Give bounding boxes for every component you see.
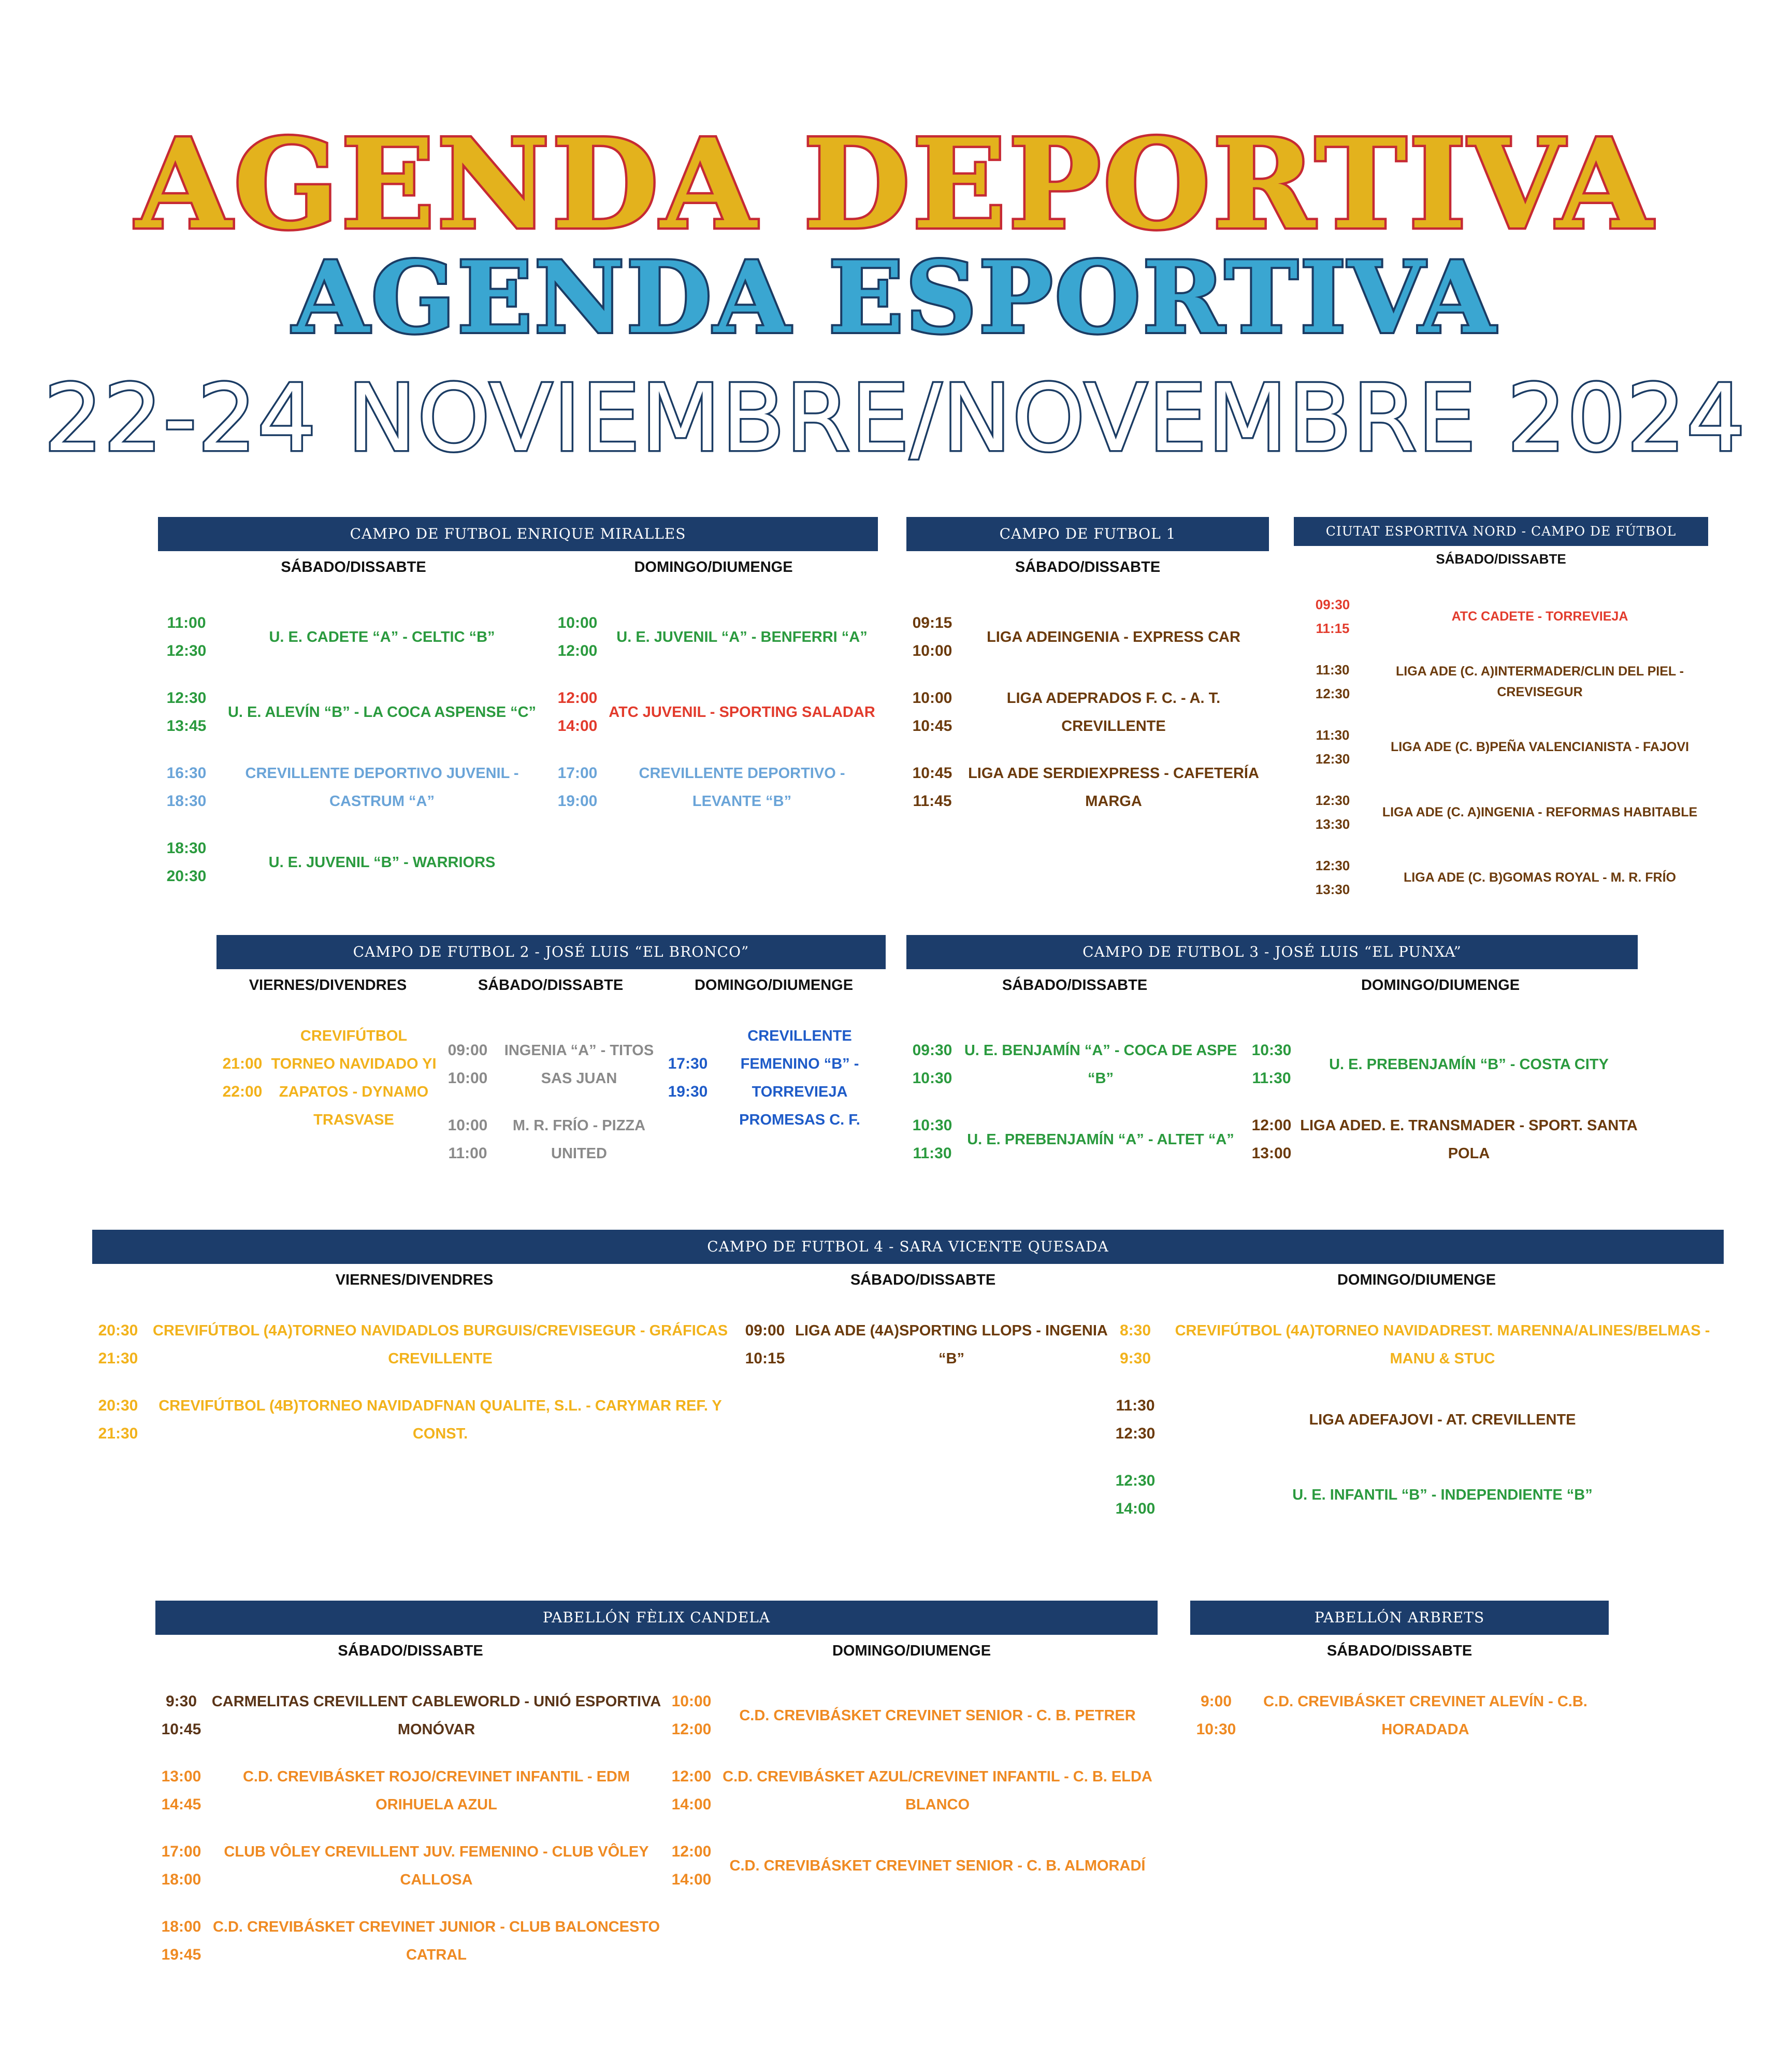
start-time: 11:30 [1316, 662, 1350, 678]
start-time: 18:30 [166, 840, 207, 857]
end-time: 18:00 [161, 1871, 201, 1888]
event [439, 1112, 662, 1168]
end-time: 11:45 [913, 793, 952, 810]
match-name: C.D. CREVIBÁSKET CREVINET JUNIOR - CLUB BALONCESTO CATRAL [212, 1919, 660, 1963]
event [666, 1763, 1158, 1819]
subtitle-valencian: AGENDA ESPORTIVA [293, 240, 1497, 355]
start-time: 09:00 [447, 1042, 488, 1059]
day-header: DOMINGO/DIUMENGE [1337, 1271, 1496, 1288]
event [158, 759, 549, 815]
end-time: 11:15 [1316, 621, 1350, 636]
match-name: U. E. JUVENIL “A” - BENFERRI “A” [616, 629, 868, 645]
event [92, 1392, 737, 1448]
match-name: U. E. BENJAMÍN “A” - COCA DE ASPE “B” [964, 1042, 1237, 1087]
match-name: CREVILLENTE FEMENINO “B” - TORREVIEJA PROMESAS C. F. [739, 1028, 860, 1128]
venue-candela [155, 1601, 1158, 1998]
end-time: 19:30 [668, 1083, 708, 1100]
day-header: SÁBADO/DISSABTE [850, 1271, 996, 1288]
start-time: 17:00 [161, 1843, 201, 1860]
start-time: 17:00 [557, 765, 598, 782]
event [666, 1838, 1158, 1894]
start-time: 8:30 [1119, 1322, 1151, 1339]
venue-title: CAMPO DE FUTBOL 3 - JOSÉ LUIS “EL PUNXA” [906, 935, 1638, 969]
end-time: 13:30 [1315, 816, 1350, 832]
match-name: LIGA ADE SERDIEXPRESS - CAFETERÍA MARGA [968, 765, 1259, 810]
match-name: LIGA ADE (C. B)GOMAS ROYAL - M. R. FRÍO [1404, 870, 1676, 885]
venue-title: CAMPO DE FUTBOL ENRIQUE MIRALLES [158, 517, 878, 551]
start-time: 20:30 [98, 1397, 138, 1414]
end-time: 14:45 [161, 1796, 201, 1813]
event [155, 1763, 666, 1819]
match-name: U. E. JUVENIL “B” - WARRIORS [268, 854, 496, 871]
start-time: 10:00 [447, 1117, 488, 1134]
match-name: CREVIFÚTBOL (4B)TORNEO NAVIDADFNAN QUALITE, S.L. - CARYMAR REF. Y CONST. [158, 1398, 722, 1442]
match-name: LIGA ADEINGENIA - EXPRESS CAR [987, 629, 1240, 645]
match-name: CREVILLENTE DEPORTIVO JUVENIL - CASTRUM “A” [245, 765, 519, 810]
match-name: U. E. CADETE “A” - CELTIC “B” [269, 629, 495, 645]
match-name: LIGA ADED. E. TRANSMADER - SPORT. SANTA POLA [1300, 1117, 1638, 1162]
event [906, 759, 1269, 815]
venue-title: CAMPO DE FUTBOL 1 [906, 517, 1269, 551]
day-header: DOMINGO/DIUMENGE [1361, 976, 1520, 994]
start-time: 12:30 [1315, 858, 1350, 873]
start-time: 21:00 [222, 1055, 263, 1072]
end-time: 13:30 [1315, 882, 1350, 897]
start-time: 11:30 [1116, 1397, 1155, 1414]
match-name: M. R. FRÍO - PIZZA UNITED [512, 1117, 646, 1162]
venue-miralles [158, 517, 878, 894]
match-name: C.D. CREVIBÁSKET CREVINET ALEVÍN - C.B. HORADADA [1263, 1693, 1587, 1738]
end-time: 9:30 [1119, 1350, 1151, 1367]
date-range: 22-24 NOVIEMBRE/NOVEMBRE 2024 [44, 365, 1746, 472]
venue-ciutat-nord [1294, 517, 1708, 903]
event [1109, 1467, 1724, 1523]
venue-title: CAMPO DE FUTBOL 2 - JOSÉ LUIS “EL BRONCO” [216, 935, 886, 969]
venue-campo4 [92, 1230, 1724, 1555]
match-name: LIGA ADE (C. A)INTERMADER/CLIN DEL PIEL - CREVISEGUR [1395, 664, 1684, 699]
end-time: 12:30 [1315, 751, 1350, 767]
day-header: SÁBADO/DISSABTE [1436, 551, 1566, 567]
day-header: VIERNES/DIVENDRES [335, 1271, 494, 1288]
start-time: 9:30 [165, 1693, 197, 1710]
event [155, 1838, 666, 1894]
end-time: 12:00 [671, 1721, 712, 1738]
match-name: C.D. CREVIBÁSKET CREVINET SENIOR - C. B. PETRER [739, 1707, 1136, 1724]
end-time: 22:00 [222, 1083, 263, 1100]
event [1294, 854, 1708, 901]
match-name: LIGA ADE (C. A)INGENIA - REFORMAS HABITABLE [1382, 805, 1698, 819]
venue-title: PABELLÓN ARBRETS [1190, 1601, 1609, 1635]
venue-title: PABELLÓN FÈLIX CANDELA [155, 1601, 1158, 1635]
day-header: DOMINGO/DIUMENGE [634, 558, 793, 575]
end-time: 19:45 [161, 1946, 201, 1963]
venue-title: CAMPO DE FUTBOL 4 - SARA VICENTE QUESADA [92, 1230, 1724, 1264]
match-name: U. E. ALEVÍN “B” - LA COCA ASPENSE “C” [227, 704, 537, 721]
match-name: ATC CADETE - TORREVIEJA [1451, 609, 1628, 624]
start-time: 18:00 [161, 1918, 201, 1935]
venue-arbrets [1190, 1601, 1609, 1771]
start-time: 12:30 [166, 689, 207, 707]
event [662, 1022, 886, 1134]
match-name: LIGA ADEFAJOVI - AT. CREVILLENTE [1309, 1412, 1576, 1428]
end-time: 21:30 [98, 1350, 138, 1367]
match-name: ATC JUVENIL - SPORTING SALADAR [609, 704, 875, 721]
event [1294, 593, 1708, 640]
event [158, 684, 549, 740]
start-time: 10:00 [557, 614, 598, 631]
start-time: 12:00 [671, 1768, 712, 1785]
end-time: 18:30 [166, 793, 207, 810]
event [1109, 1392, 1724, 1448]
day-header: SÁBADO/DISSABTE [478, 976, 624, 994]
match-name: U. E. PREBENJAMÍN “B” - COSTA CITY [1329, 1056, 1609, 1073]
match-name: C.D. CREVIBÁSKET ROJO/CREVINET INFANTIL - EDM ORIHUELA AZUL [242, 1768, 630, 1813]
event [155, 1688, 666, 1744]
event [1190, 1688, 1609, 1744]
end-time: 11:30 [913, 1145, 952, 1162]
event [1294, 658, 1708, 706]
start-time: 10:45 [912, 765, 952, 782]
event [155, 1913, 666, 1969]
start-time: 12:00 [671, 1843, 712, 1860]
event [549, 759, 878, 815]
event [549, 684, 878, 740]
day-header: SÁBADO/DISSABTE [1002, 976, 1148, 994]
match-name: INGENIA “A” - TITOS SAS JUAN [504, 1042, 654, 1087]
end-time: 12:00 [557, 642, 598, 659]
venue-campo1 [906, 517, 1269, 816]
end-time: 10:00 [447, 1070, 488, 1087]
start-time: 12:00 [557, 689, 598, 707]
end-time: 11:30 [1252, 1070, 1291, 1087]
day-header: SÁBADO/DISSABTE [281, 558, 426, 575]
event [1294, 723, 1708, 771]
end-time: 14:00 [1115, 1500, 1156, 1517]
day-header: SÁBADO/DISSABTE [1015, 558, 1161, 575]
event [1294, 788, 1708, 836]
start-time: 20:30 [98, 1322, 138, 1339]
start-time: 09:00 [745, 1322, 785, 1339]
end-time: 13:45 [166, 717, 207, 735]
start-time: 9:00 [1200, 1693, 1232, 1710]
end-time: 10:45 [161, 1721, 201, 1738]
match-name: CREVIFÚTBOL (4A)TORNEO NAVIDADLOS BURGUIS/CREVISEGUR - GRÁFICAS CREVILLENTE [152, 1322, 728, 1367]
event [1243, 1112, 1638, 1168]
start-time: 09:15 [912, 614, 952, 631]
end-time: 12:30 [1315, 686, 1350, 701]
end-time: 10:45 [912, 717, 952, 735]
end-time: 14:00 [671, 1871, 712, 1888]
match-name: LIGA ADE (4A)SPORTING LLOPS - INGENIA “B” [795, 1322, 1108, 1367]
match-name: LIGA ADEPRADOS F. C. - A. T. CREVILLENTE [1006, 690, 1221, 735]
event [906, 684, 1269, 740]
main-title: AGENDA DEPORTIVA [136, 112, 1654, 257]
match-name: U. E. PREBENJAMÍN “A” - ALTET “A” [967, 1131, 1234, 1148]
event [737, 1317, 1109, 1373]
event [439, 1037, 662, 1092]
start-time: 12:30 [1115, 1472, 1156, 1489]
end-time: 14:00 [671, 1796, 712, 1813]
day-header: SÁBADO/DISSABTE [338, 1642, 483, 1659]
match-name: U. E. INFANTIL “B” - INDEPENDIENTE “B” [1292, 1487, 1593, 1503]
event [1243, 1037, 1638, 1092]
start-time: 10:30 [1251, 1042, 1292, 1059]
end-time: 12:30 [166, 642, 207, 659]
start-time: 10:30 [912, 1117, 952, 1134]
event [158, 834, 549, 890]
event [906, 1112, 1243, 1168]
event [158, 609, 549, 665]
start-time: 13:00 [161, 1768, 201, 1785]
match-name: CREVIFÚTBOL (4A)TORNEO NAVIDADREST. MARENNA/ALINES/BELMAS - MANU & STUC [1175, 1322, 1710, 1367]
match-name: C.D. CREVIBÁSKET CREVINET SENIOR - C. B. ALMORADÍ [729, 1858, 1146, 1874]
event [92, 1317, 737, 1373]
day-header: DOMINGO/DIUMENGE [832, 1642, 991, 1659]
match-name: CARMELITAS CREVILLENT CABLEWORLD - UNIÓ ESPORTIVA MONÓVAR [211, 1693, 661, 1738]
event [1109, 1317, 1724, 1373]
day-header: VIERNES/DIVENDRES [249, 976, 407, 994]
end-time: 20:30 [166, 868, 207, 885]
event [906, 609, 1269, 665]
start-time: 10:00 [912, 689, 952, 707]
venue-campo2 [216, 935, 886, 1208]
end-time: 11:00 [448, 1145, 487, 1162]
event [549, 609, 878, 665]
event [666, 1688, 1158, 1744]
start-time: 09:30 [1315, 597, 1350, 612]
end-time: 10:15 [745, 1350, 785, 1367]
match-name: C.D. CREVIBÁSKET AZUL/CREVINET INFANTIL - C. B. ELDA BLANCO [723, 1768, 1152, 1813]
venue-campo3 [906, 935, 1638, 1167]
end-time: 13:00 [1251, 1145, 1292, 1162]
venue-title: CIUTAT ESPORTIVA NORD - CAMPO DE FÚTBOL [1294, 517, 1708, 546]
start-time: 11:30 [1316, 727, 1350, 743]
start-time: 12:00 [1251, 1117, 1292, 1134]
end-time: 10:30 [1196, 1721, 1236, 1738]
event [906, 1037, 1243, 1092]
start-time: 12:30 [1315, 793, 1350, 808]
start-time: 11:00 [167, 614, 206, 631]
match-name: CREVILLENTE DEPORTIVO - LEVANTE “B” [639, 765, 845, 810]
match-name: CLUB VÔLEY CREVILLENT JUV. FEMENINO - CLUB VÔLEY CALLOSA [224, 1844, 649, 1888]
end-time: 19:00 [557, 793, 598, 810]
match-name: CREVIFÚTBOL TORNEO NAVIDADO YI ZAPATOS - DYNAMO TRASVASE [271, 1028, 437, 1128]
match-name: LIGA ADE (C. B)PEÑA VALENCIANISTA - FAJOVI [1391, 740, 1689, 754]
end-time: 10:00 [912, 642, 952, 659]
end-time: 10:30 [912, 1070, 952, 1087]
event [216, 1022, 439, 1134]
day-header: DOMINGO/DIUMENGE [694, 976, 854, 994]
start-time: 09:30 [912, 1042, 952, 1059]
day-header: SÁBADO/DISSABTE [1326, 1642, 1473, 1659]
start-time: 17:30 [668, 1055, 708, 1072]
start-time: 16:30 [166, 765, 207, 782]
start-time: 10:00 [671, 1693, 712, 1710]
end-time: 12:30 [1115, 1425, 1156, 1442]
end-time: 21:30 [98, 1425, 138, 1442]
end-time: 14:00 [557, 717, 598, 735]
